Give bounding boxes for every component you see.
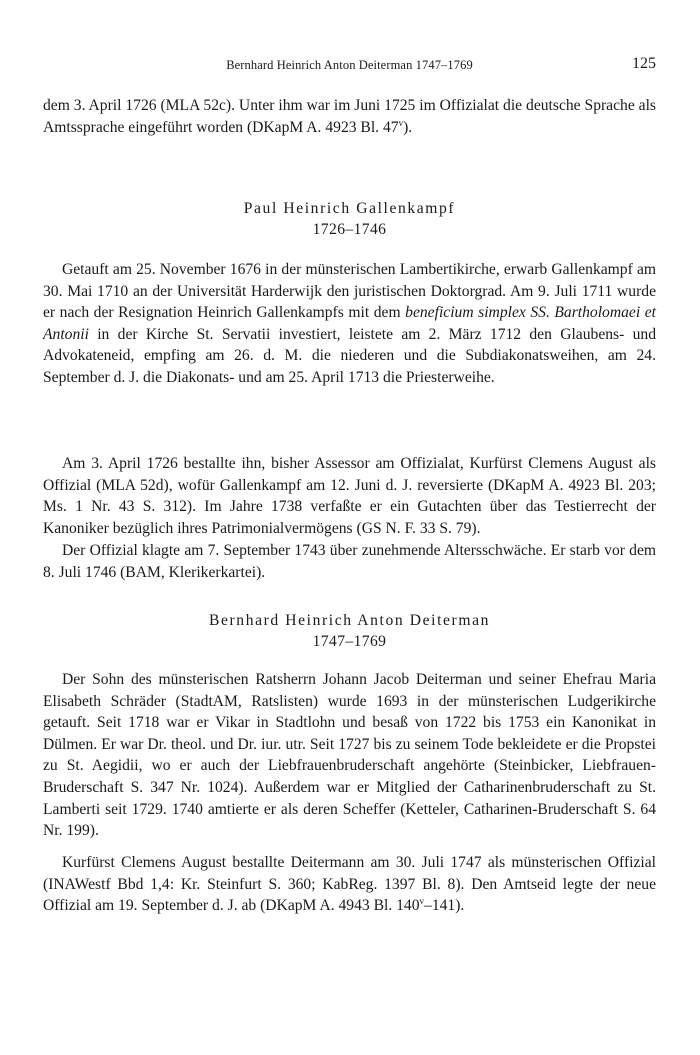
deiterman-p2-superscript: v (419, 896, 425, 906)
gallenkampf-paragraph-3: Der Offizial klagte am 7. September 1743 über zunehmende Altersschwäche. Er starb vor dem 8. Juli 1746 (BAM, Klerikerkartei). (43, 542, 656, 581)
running-header (43, 55, 656, 75)
deiterman-p2-text-a: Kurfürst Clemens August bestallte Deitermann am 30. Juli 1747 als münsterischen Offizial (INAWestf Bbd 1,4: Kr. Steinfurt S. 360; KabReg. 1397 Bl. 8). Den Amtseid legte der neue Offizial am 19. September d. J. ab (DKapM A. 4943 Bl. 140 (43, 854, 656, 915)
section-years-gallenkampf: 1726–1746 (312, 221, 387, 238)
intro-superscript: v (398, 117, 404, 128)
running-title: Bernhard Heinrich Anton Deiterman 1747–1769 (226, 58, 473, 72)
deiterman-p2-text-b: –141). (424, 897, 465, 915)
intro-paragraph (43, 95, 656, 138)
section-years-deiterman: 1747–1769 (312, 633, 387, 650)
page-number: 125 (632, 55, 656, 72)
intro-end: ). (403, 118, 413, 136)
gallenkampf-p1-italic: beneficium simplex SS. Bartholomaei et Antonii (43, 304, 656, 343)
gallenkampf-paragraph-1 (43, 259, 656, 389)
gallenkampf-p1-text-b: in der Kirche St. Servatii investiert, leistete am 2. März 1712 den Glaubens- und Advokateneid, empfing am 26. d. M. die niederen und die Subdiakonatsweihen, am 24. September d. J. die Diakonats- und am 25. April 1713 die Priesterweihe. (43, 325, 656, 386)
deiterman-paragraph-1: Der Sohn des münsterischen Ratsherrn Johann Jacob Deiterman und seiner Ehefrau Maria Elisabeth Schräder (StadtAM, Ratslisten) wurde 1693 in der münsterischen Ludgerikirche getauft. Seit 1718 war er Vikar in Stadtlohn und besaß von 1722 bis 1753 ein Kanonikat in Dülmen. Er war Dr. theol. und Dr. iur. utr. Seit 1727 bis zu seinem Tode bekleidete er die Propstei zu St. Aegidii, wo er auch der Liebfrauenbruderschaft angehörte (Steinbicker, Liebfrauen-Bruderschaft S. 347 Nr. 1024). Außerdem war er Mitglied der Catharinenbruderschaft zu St. Lamberti seit 1729. 1740 amtierte er als deren Scheffer (Ketteler, Catharinen-Bruderschaft S. 64 Nr. 199). (43, 671, 656, 840)
section-heading-deiterman: Bernhard Heinrich Anton Deiterman (208, 612, 490, 629)
deiterman-paragraph-2 (43, 852, 656, 917)
gallenkampf-p1-text-a: Getauft am 25. November 1676 in der münsterischen Lambertikirche, erwarb Gallenkampf am 30. Mai 1710 an der Universität Harderwijk den juristischen Doktorgrad. Am 9. Juli 1711 wurde er nach der Resignation Heinrich Gallenkampfs mit dem (43, 261, 656, 322)
gallenkampf-paragraph-2: Am 3. April 1726 bestallte ihn, bisher Assessor am Offizialat, Kurfürst Clemens August als Offizial (MLA 52d), wofür Gallenkampf am 12. Juni d. J. reversierte (DKapM A. 4923 Bl. 203; Ms. 1 Nr. 43 S. 312). Im Jahre 1738 verfaßte er ein Gutachten über das Testierrecht der Kanoniker bezüglich ihres Patrimonialvermögens (GS N. F. 33 S. 79). (43, 455, 656, 537)
section-heading-gallenkampf: Paul Heinrich Gallenkampf (243, 200, 456, 217)
intro-text: dem 3. April 1726 (MLA 52c). Unter ihm war im Juni 1725 im Offizialat die deutsche Sprache als Amtssprache eingeführt worden (DKapM A. 4923 Bl. 47 (43, 97, 656, 136)
